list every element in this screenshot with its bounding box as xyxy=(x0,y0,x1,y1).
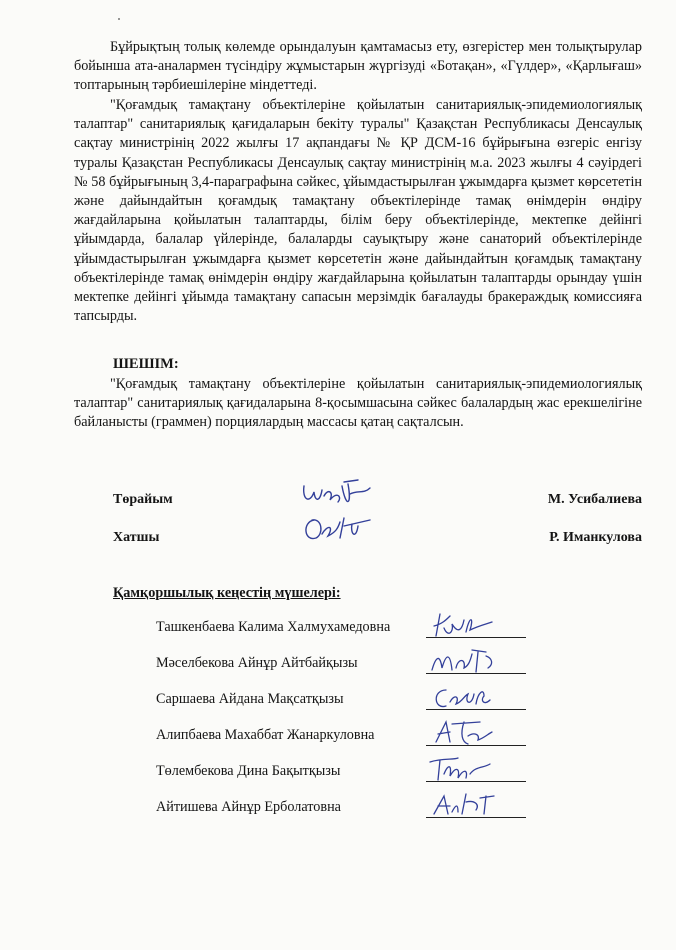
member-name: Мәселбекова Айнұр Айтбайқызы xyxy=(156,655,358,671)
member-name: Айтишева Айнұр Ерболатовна xyxy=(156,799,341,815)
decision-heading: ШЕШІМ: xyxy=(113,356,179,372)
scan-speck xyxy=(118,18,120,20)
chair-name: М. Усибалиева xyxy=(547,492,642,507)
secretary-name: Р. Иманкулова xyxy=(549,530,642,545)
member-row xyxy=(156,616,526,638)
paragraph-sanitary-rules: "Қоғамдық тамақтану объектілеріне қойылатын санитариялық-эпидемиологиялық талаптар" санитариялық қағидаларын бекіту туралы" Қазақстан Республикасы Денсаулық сақтау министрінің 2022 жылғы 17 ақпандағы № ҚР ДСМ-16 бұйрығына өзгеріс енгізу туралы Қазақстан Республикасы Денсаулық сақтау министрінің м.а. 2023 жылғы 4 сәуірдегі № 58 бұйрығының 3,4-параграфына сәйкес, ұйымдастырылған ұжымдарға қызмет көрсететін және дайындайтын қоғамдық тамақтану объектілерінде тамақ өнімдерін өндіру жағдайларына қойылатын талаптарды, білім беру объектілерінде, мектепке дейінгі ұйымдарда, балалар үйлерінде, балаларды сауықтыру және санаторий объектілерінде ұйымдастырылған ұжымдарға қызмет көрсететін және дайындайтын қоғамдық тамақтану объектілерінде тамақ өнімдерін өндіру жағдайларына қойылатын талаптарды орындау үшін мектепке дейінгі ұйымда тамақтану сапасын мерзімдік бағалауды бракераждық комиссияға тапсырды. xyxy=(74,97,642,325)
members-heading: Қамқоршылық кеңестің мүшелері: xyxy=(113,585,341,601)
member-row xyxy=(156,724,526,746)
chair-role: Төрайым xyxy=(113,492,173,507)
member-signature xyxy=(428,718,498,748)
member-name: Төлембекова Дина Бақытқызы xyxy=(156,763,341,779)
member-name: Ташкенбаева Калима Халмухамедовна xyxy=(156,619,391,635)
chair-signature xyxy=(298,478,378,512)
member-row xyxy=(156,796,526,818)
member-row xyxy=(156,760,526,782)
secretary-signature xyxy=(300,512,380,546)
member-signature xyxy=(428,682,498,712)
member-signature xyxy=(428,790,498,820)
member-signature xyxy=(428,610,498,640)
member-signature xyxy=(428,646,498,676)
decision-text: "Қоғамдық тамақтану объектілеріне қойылатын санитариялық-эпидемиологиялық талаптар" санитариялық қағидаларына 8-қосымшасына сәйкес балалардың жас ерекшелігіне байланысты (граммен) порциялардың массасы қатаң сақталсын. xyxy=(74,376,642,431)
secretary-role: Хатшы xyxy=(113,530,160,545)
member-row xyxy=(156,688,526,710)
member-name: Алипбаева Махаббат Жанаркуловна xyxy=(156,727,375,743)
member-row xyxy=(156,652,526,674)
paragraph-order-execution: Бұйрықтың толық көлемде орындалуын қамтамасыз ету, өзгерістер мен толықтырулар бойынша ата-аналармен түсіндіру жұмыстарын жүргізуді «Ботақан», «Гүлдер», «Қарлығаш» топтарының тәрбиешілеріне міндеттеді. xyxy=(74,39,642,94)
member-signature xyxy=(428,754,498,784)
member-name: Саршаева Айдана Мақсатқызы xyxy=(156,691,344,707)
